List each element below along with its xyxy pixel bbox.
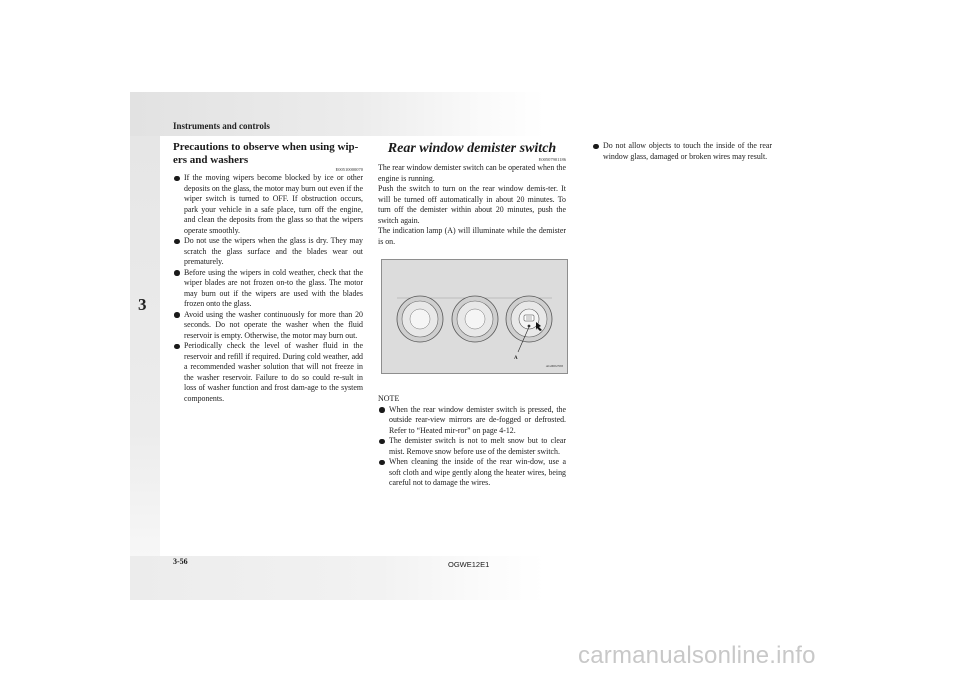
middle-column	[378, 141, 566, 489]
list-item: Periodically check the level of washer fluid in the reservoir and refill if required. During cold weather, add a recommended washer solution that will not freeze in the washer reservoir. Failure to do so could re-sult in loss of washer function and frost dam-age to the system components.	[173, 341, 363, 404]
list-item: Do not allow objects to touch the inside of the rear window glass, damaged or broken wires may result.	[592, 141, 772, 162]
list-item: If the moving wipers become blocked by ice or other deposits on the glass, the motor may burn out even if the wiper switch is turned to OFF. If obstruction occurs, park your vehicle in a safe place, turn off the engine, and clean the deposits from the glass so that the wipers operate smoothly.	[173, 173, 363, 236]
chapter-number: 3	[138, 295, 147, 314]
figure-callout-a: A	[514, 356, 518, 361]
section-title-wipers: Precautions to observe when using wip-ers and washers	[173, 141, 359, 166]
page-number: 3-56	[173, 557, 188, 566]
bullet-list	[592, 141, 772, 162]
list-item: Do not use the wipers when the glass is dry. They may scratch the glass surface and the blades wear out prematurely.	[173, 236, 363, 268]
note-heading: NOTE	[378, 394, 400, 403]
document-code: OGWE12E1	[448, 560, 490, 569]
section-code: E00510000070	[335, 167, 363, 172]
list-item: The demister switch is not to melt snow but to clear mist. Remove snow before use of the demister switch.	[378, 436, 566, 457]
page-header-title: Instruments and controls	[173, 121, 270, 131]
list-item: Before using the wipers in cold weather, check that the wiper blades are not frozen on-to the glass. The motor may burn out if the wipers are used with the blades frozen onto the glass.	[173, 268, 363, 310]
paragraph: The rear window demister switch can be operated when the engine is running.	[378, 163, 566, 183]
list-item: When cleaning the inside of the rear win-dow, use a soft cloth and wipe gently along the heater wires, being careful not to damage the wires.	[378, 457, 566, 489]
list-item: Avoid using the washer continuously for more than 20 seconds. Do not operate the washer when the fluid reservoir is empty. Otherwise, the motor may burn out.	[173, 310, 363, 342]
demister-switch-illustration	[381, 259, 568, 374]
chapter-tab	[130, 136, 160, 556]
note-bullet-list	[378, 405, 566, 489]
watermark: carmanualsonline.info	[578, 642, 816, 669]
control-knob-middle	[452, 296, 498, 342]
figure-code: AG0002358	[545, 363, 563, 368]
paragraph: The indication lamp (A) will illuminate while the demister is on.	[378, 226, 566, 246]
left-column	[173, 141, 363, 404]
bullet-list	[173, 173, 363, 404]
control-knob-left	[397, 296, 443, 342]
list-item: When the rear window demister switch is pressed, the outside rear-view mirrors are de-fogged or defrosted. Refer to “Heated mir-ror” on page 4-12.	[378, 405, 566, 437]
paragraph: Push the switch to turn on the rear window demis-ter. It will be turned off automatically in about 20 minutes. To turn off the demister within about 20 minutes, push the switch again.	[378, 184, 566, 225]
section-code: E00507901186	[538, 157, 566, 162]
demister-switch-knob	[506, 296, 552, 342]
right-column	[592, 141, 772, 162]
section-title-demister: Rear window demister switch	[387, 141, 557, 156]
